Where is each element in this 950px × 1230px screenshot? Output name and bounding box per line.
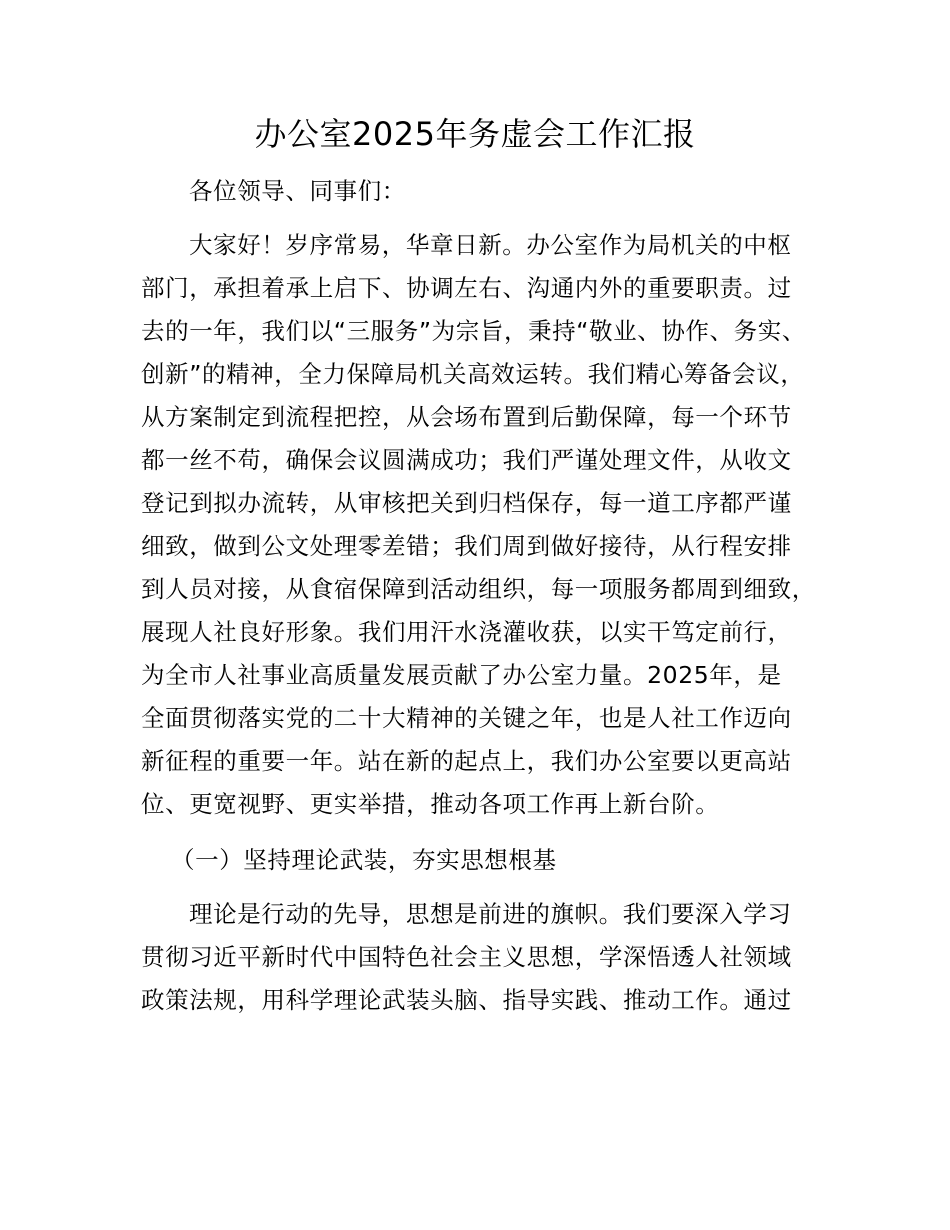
section-heading (141, 839, 841, 882)
document-title: 办公室2025年务虚会工作汇报 (254, 115, 696, 153)
paragraph-line: 细致，做到公文处理零差错；我们周到做好接待，从行程安排 (141, 532, 792, 560)
paragraph-line: 从方案制定到流程把控，从会场布置到后勤保障，每一个环节 (141, 403, 792, 431)
paragraph-line: 全面贯彻落实党的二十大精神的关键之年，也是人社工作迈向 (141, 704, 792, 732)
paragraph-line: 为全市人社事业高质量发展贡献了办公室力量。2025年，是 (141, 661, 782, 689)
paragraph-line: 新征程的重要一年。站在新的起点上，我们办公室要以更高站 (141, 747, 792, 775)
paragraph-intro (141, 224, 841, 826)
paragraph-line: 政策法规，用科学理论武装头脑、指导实践、推动工作。通过 (141, 986, 792, 1014)
greeting-line (141, 170, 841, 213)
paragraph-line: 展现人社良好形象。我们用汗水浇灌收获，以实干笃定前行， (141, 618, 792, 646)
paragraph-line: 去的一年，我们以“三服务”为宗旨，秉持“敬业、协作、务实、 (141, 317, 806, 345)
paragraph-line: 创新”的精神，全力保障局机关高效运转。我们精心筹备会议， (141, 360, 805, 388)
paragraph-line: 到人员对接，从食宿保障到活动组织，每一项服务都周到细致， (141, 575, 816, 603)
paragraph-line: 部门，承担着承上启下、协调左右、沟通内外的重要职责。过 (141, 274, 792, 302)
paragraph-line: 贯彻习近平新时代中国特色社会主义思想，学深悟透人社领域 (141, 943, 792, 971)
paragraph-line: 都一丝不苟，确保会议圆满成功；我们严谨处理文件，从收文 (141, 446, 792, 474)
section-heading-text: （一）坚持理论武装，夯实思想根基 (171, 846, 557, 874)
paragraph-line: 大家好！岁序常易，华章日新。办公室作为局机关的中枢 (189, 231, 792, 259)
paragraph-theory (141, 893, 841, 1022)
greeting-text: 各位领导、同事们： (189, 177, 406, 205)
paragraph-line: 登记到拟办流转，从审核把关到归档保存，每一道工序都严谨 (141, 489, 792, 517)
paragraph-line: 理论是行动的先导，思想是前进的旗帜。我们要深入学习 (189, 900, 792, 928)
paragraph-line: 位、更宽视野、更实举措，推动各项工作再上新台阶。 (141, 790, 720, 818)
